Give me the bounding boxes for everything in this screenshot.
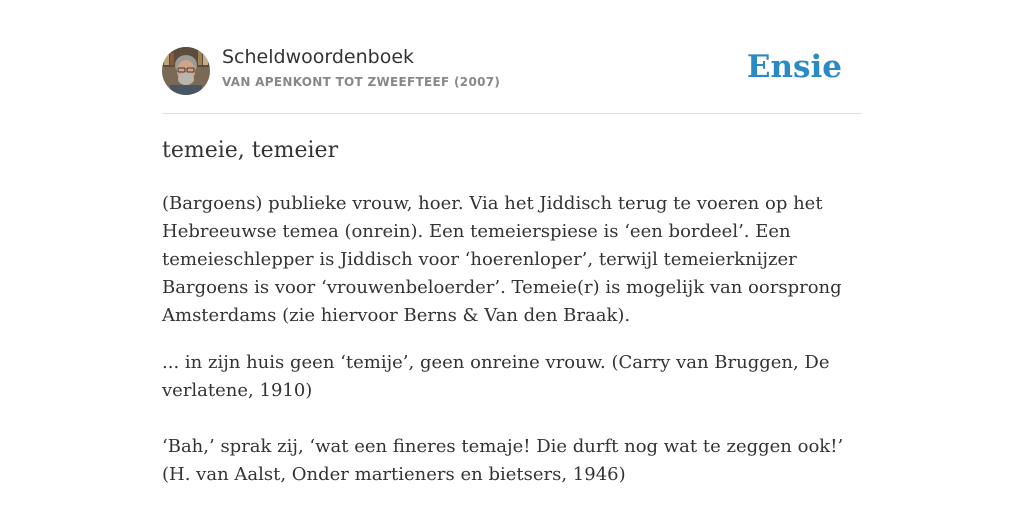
brand-logo[interactable]: Ensie [746, 49, 842, 85]
entry-definition [162, 190, 862, 330]
entry-citation [162, 349, 862, 405]
header-divider [162, 113, 862, 114]
source-title[interactable]: Scheldwoordenboek [222, 46, 415, 68]
entry-headword: temeie, temeier [162, 138, 339, 163]
citation-text: ... in zijn huis geen ‘temije’, geen onreine vrouw. (Carry van Bruggen, De verlatene, 1910) [162, 352, 830, 401]
author-avatar[interactable] [162, 47, 210, 95]
source-subtitle: VAN APENKONT TOT ZWEEFTEEF (2007) [222, 75, 501, 89]
entry-citation [162, 433, 862, 489]
definition-text: (Bargoens) publieke vrouw, hoer. Via het Jiddisch terug te voeren op het Hebreeuwse temea (onrein). Een temeierspiese is ‘een bordeel’. Een temeieschlepper is Jiddisch voor ‘hoerenloper’, terwijl temeierknijzer Bargoens is voor ‘vrouwenbeloerder’. Temeie(r) is mogelijk van oorsprong Amsterdams (zie hiervoor Berns & Van den Braak). [162, 193, 842, 326]
citation-text: ‘Bah,’ sprak zij, ‘wat een fineres temaje! Die durft nog wat te zeggen ook!’ (H. van Aalst, Onder martieners en bietsers, 1946) [162, 436, 844, 485]
source-header [162, 45, 862, 97]
